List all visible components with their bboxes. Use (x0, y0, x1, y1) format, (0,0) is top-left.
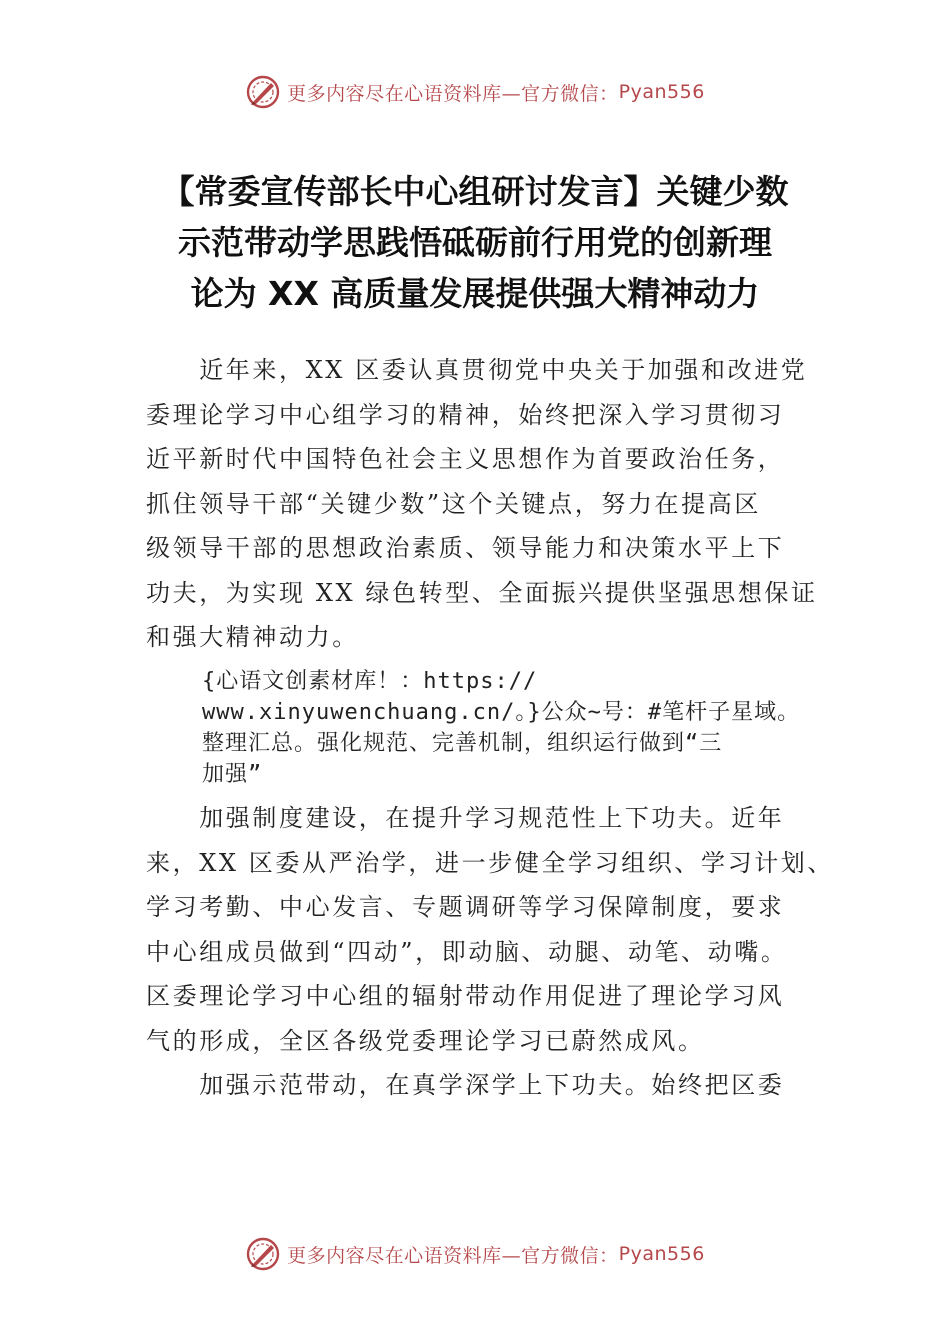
footer-banner (0, 1232, 950, 1276)
paragraph-line: 学习考勤、中心发言、专题调研等学习保障制度，要求 (146, 893, 785, 921)
footer-banner-wechat: Pyan556 (618, 1243, 705, 1265)
paragraph-line: 区委理论学习中心组的辐射带动作用促进了理论学习风 (146, 982, 785, 1010)
title-line: 论为 XX 高质量发展提供强大精神动力 (190, 274, 760, 313)
header-banner-text: 更多内容尽在心语资料库—官方微信： (287, 82, 619, 105)
paragraph-line: 级领导干部的思想政治素质、领导能力和决策水平上下 (146, 534, 785, 562)
paragraph-line: 加强示范带动，在真学深学上下功夫。始终把区委 (146, 1071, 785, 1099)
paragraph-line: 中心组成员做到“四动”，即动脑、动腿、动笔、动嘴。 (146, 937, 788, 966)
paragraph-line: 抓住领导干部“关键少数”这个关键点，努力在提高区 (146, 489, 761, 518)
pen-seal-logo-icon (245, 1236, 281, 1272)
paragraph-line: 委理论学习中心组学习的精神，始终把深入学习贯彻习 (146, 400, 785, 429)
paragraph-line: 气的形成，全区各级党委理论学习已蔚然成风。 (146, 1026, 705, 1055)
note-line: {心语文创素材库！：https:// (202, 669, 538, 694)
header-banner (0, 70, 950, 114)
paragraph-line: 加强制度建设，在提升学习规范性上下功夫。近年 (146, 804, 785, 832)
document-title (120, 166, 830, 319)
paragraph-line: 来，XX 区委从严治学，进一步健全学习组织、学习计划、 (146, 848, 834, 877)
paragraph-line: 功夫，为实现 XX 绿色转型、全面振兴提供坚强思想保证 (146, 578, 818, 607)
paragraph-3 (146, 1063, 812, 1108)
note-line: www.xinyuwenchuang.cn/。}公众~号：#笔杆子星域。 (202, 700, 801, 725)
title-line: 【常委宣传部长中心组研讨发言】关键少数 (161, 172, 789, 211)
paragraph-2 (146, 796, 834, 1063)
header-banner-wechat: Pyan556 (618, 81, 705, 103)
footer-banner-text: 更多内容尽在心语资料库—官方微信： (287, 1244, 619, 1267)
paragraph-line: 近年来，XX 区委认真贯彻党中央关于加强和改进党 (146, 356, 808, 384)
paragraph-line: 近平新时代中国特色社会主义思想作为首要政治任务， (146, 445, 785, 473)
source-note (202, 666, 832, 790)
paragraph-line: 和强大精神动力。 (146, 623, 359, 651)
paragraph-1 (146, 348, 818, 660)
title-line: 示范带动学思践悟砥砺前行用党的创新理 (178, 223, 772, 262)
note-line: 整理汇总。强化规范、完善机制，组织运行做到“三 (202, 731, 723, 756)
note-line: 加强” (202, 762, 263, 787)
pen-seal-logo-icon (245, 74, 281, 110)
